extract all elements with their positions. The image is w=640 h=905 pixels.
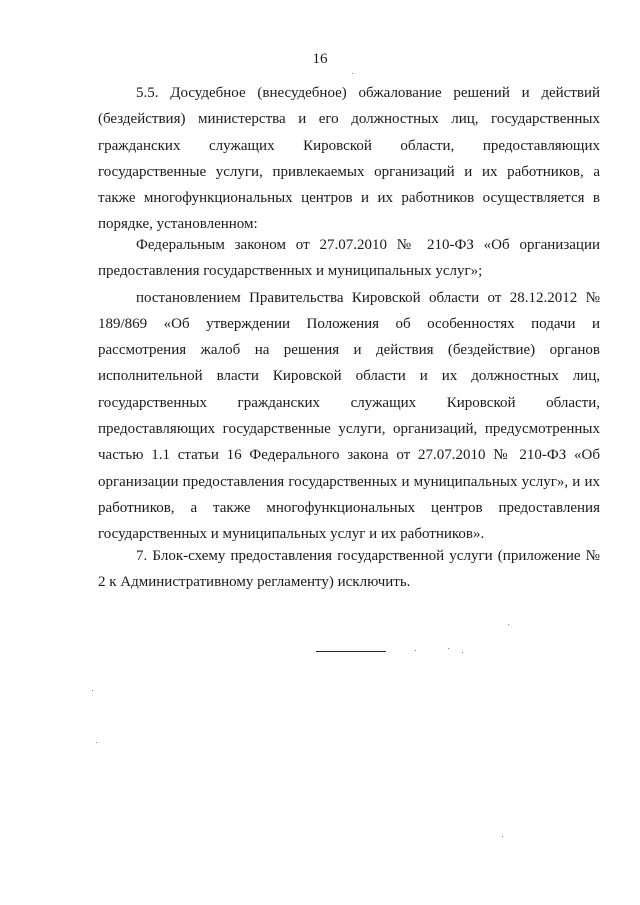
scan-speck: [92, 690, 93, 691]
scan-speck: [352, 73, 353, 74]
scan-speck: [96, 742, 97, 743]
government-resolution-paragraph: постановлением Правительства Кировской области от 28.12.2012 № 189/869 «Об утверждении Положения об особенностях подачи и рассмотрения жалоб на решения и действия (бездействие) органов исполнительной власти Кировской области и их должностных лиц, государственных гражданских служащих Кировской области, предоставляющих государственные услуги, организаций, предусмотренных частью 1.1 статьи 16 Федерального закона от 27.07.2010 № 210-ФЗ «Об организации предоставления государственных и муниципальных услуг», и их работников, а также многофункциональных центров предоставления государственных и муниципальных услуг и их работников».: [98, 289, 600, 543]
section-5-5-block: [98, 80, 600, 238]
scan-speck: [462, 652, 463, 653]
section-5-5-paragraph: 5.5. Досудебное (внесудебное) обжалование решений и действий (бездействия) министерства и его должностных лиц, государственных гражданских служащих Кировской области, предоставляющих государственные услуги, привлекаемых организаций и их работников, а также многофункциональных центров и их работников осуществляется в порядке, установленном:: [98, 85, 600, 233]
end-separator-line: [316, 651, 386, 652]
page-number: 16: [312, 51, 328, 67]
item-7-paragraph: 7. Блок-схему предоставления государственной услуги (приложение № 2 к Административному регламенту) исключить.: [98, 548, 600, 591]
scan-speck: [415, 650, 416, 651]
item-7-block: [98, 543, 600, 596]
legal-basis-block: [98, 232, 600, 548]
scan-speck: [508, 624, 509, 625]
scan-speck: [448, 648, 449, 649]
federal-law-paragraph: Федеральным законом от 27.07.2010 № 210-ФЗ «Об организации предоставления государственных и муниципальных услуг»;: [98, 237, 600, 280]
scan-speck: [502, 836, 503, 837]
